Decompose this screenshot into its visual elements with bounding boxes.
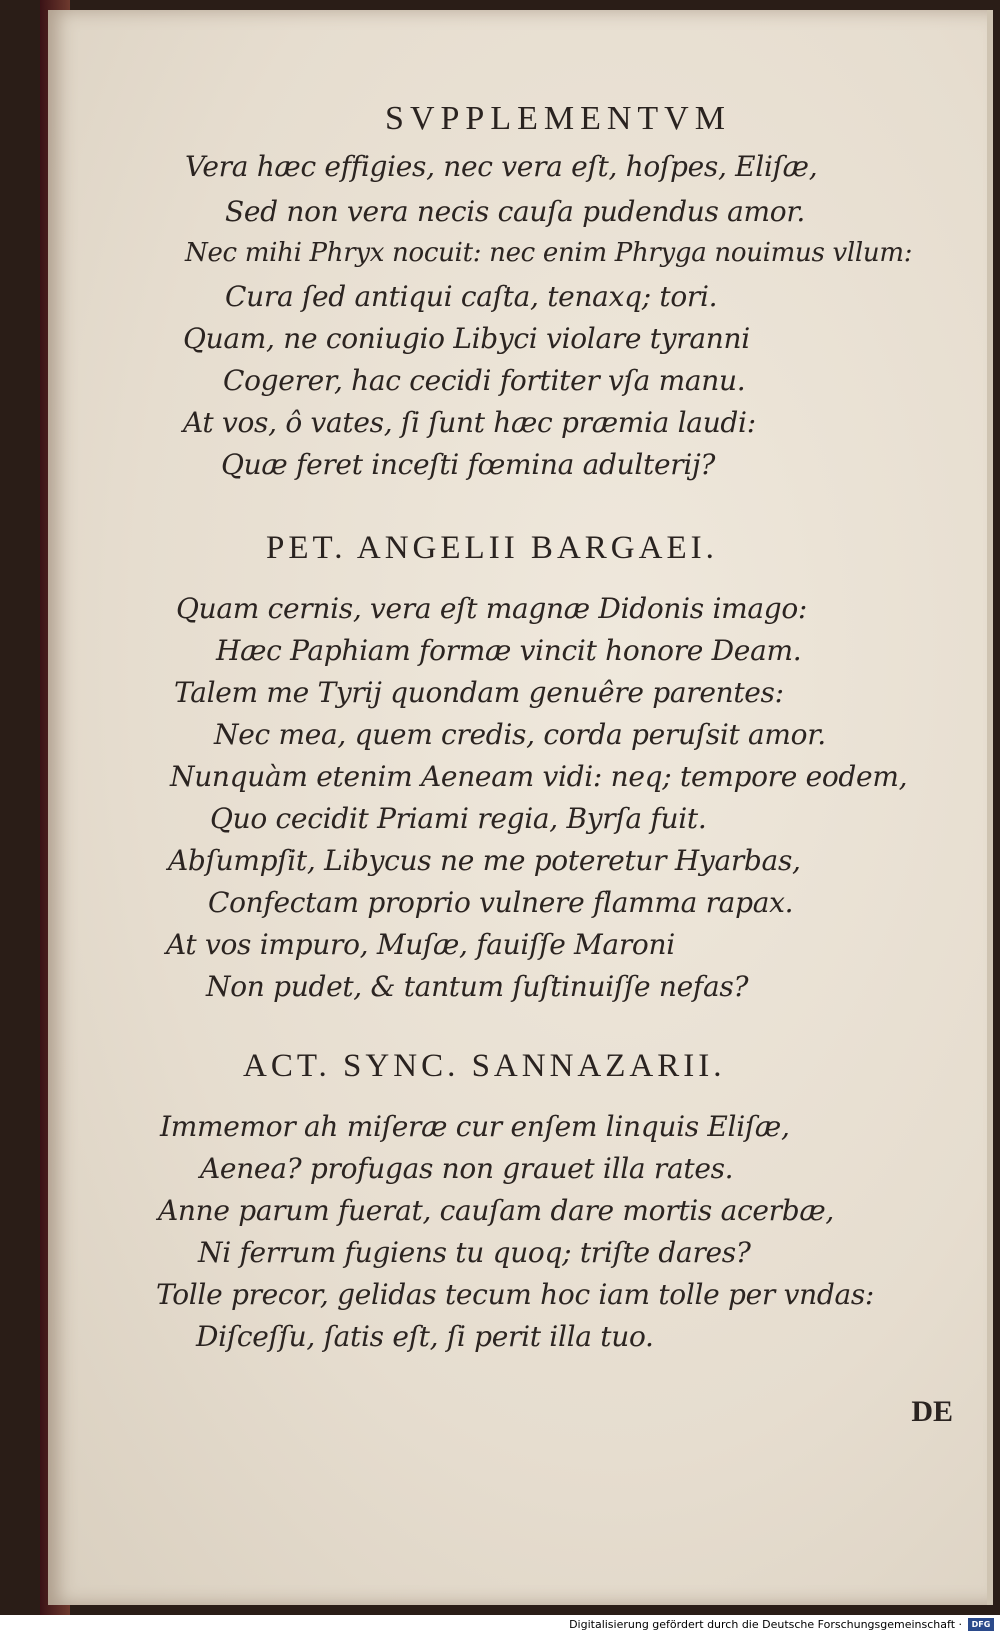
- poem1-line: Quæ feret inceſti fœmina adulterij?: [221, 448, 716, 481]
- dfg-logo-icon: DFG: [968, 1618, 994, 1631]
- footer-credit: Digitalisierung gefördert durch die Deutsche Forschungsgemeinschaft ·: [569, 1618, 962, 1631]
- catchword: DE: [911, 1395, 953, 1428]
- poem2-line: Talem me Tyrij quondam genuêre parentes:: [174, 676, 784, 709]
- poem3-line: Diſceſſu, ſatis eſt, ſi perit illa tuo.: [196, 1320, 654, 1353]
- poem1-line: Vera hæc effigies, nec vera eſt, hoſpes, Eliſæ,: [185, 150, 818, 183]
- section-title-sannazarii: ACT. SYNC. SANNAZARII.: [243, 1048, 726, 1084]
- poem3-line: Immemor ah miſeræ cur enſem linquis Eliſæ,: [160, 1110, 790, 1143]
- poem2-line: At vos impuro, Muſæ, fauiſſe Maroni: [166, 928, 675, 961]
- poem2-line: Nunquàm etenim Aeneam vidi: neq; tempore eodem,: [170, 760, 908, 793]
- poem1-line: Cura ſed antiqui caſta, tenaxq; tori.: [225, 280, 718, 313]
- page-edge: [987, 10, 993, 1605]
- running-head: SVPPLEMENTVM: [385, 100, 731, 137]
- book-page: [48, 10, 993, 1605]
- poem2-line: Quo cecidit Priami regia, Byrſa fuit.: [210, 802, 707, 835]
- poem3-line: Aenea? profugas non grauet illa rates.: [200, 1152, 734, 1185]
- poem2-line: Quam cernis, vera eſt magnæ Didonis imago:: [176, 592, 808, 625]
- poem2-line: Abſumpſit, Libycus ne me poteretur Hyarbas,: [168, 844, 801, 877]
- poem3-line: Ni ferrum fugiens tu quoq; triſte dares?: [198, 1236, 751, 1269]
- poem2-line: Nec mea, quem credis, corda peruſsit amor.: [214, 718, 826, 751]
- poem1-line: Cogerer, hac cecidi fortiter vſa manu.: [223, 364, 746, 397]
- poem3-line: Anne parum fuerat, cauſam dare mortis acerbæ,: [158, 1194, 834, 1227]
- poem1-line: Sed non vera necis cauſa pudendus amor.: [225, 195, 805, 228]
- poem1-line: Nec mihi Phryx nocuit: nec enim Phryga nouimus vllum:: [185, 238, 913, 268]
- footer-bar: [0, 1615, 1000, 1636]
- section-title-bargaei: PET. ANGELII BARGAEI.: [266, 530, 718, 566]
- poem3-line: Tolle precor, gelidas tecum hoc iam tolle per vndas:: [156, 1278, 875, 1311]
- poem1-line: At vos, ô vates, ſi ſunt hæc præmia laudi:: [183, 406, 756, 439]
- poem2-line: Confectam proprio vulnere flamma rapax.: [208, 886, 794, 919]
- poem1-line: Quam, ne coniugio Libyci violare tyranni: [183, 322, 750, 355]
- poem2-line: Hæc Paphiam formæ vincit honore Deam.: [216, 634, 802, 667]
- poem2-line: Non pudet, & tantum ſuſtinuiſſe nefas?: [206, 970, 749, 1003]
